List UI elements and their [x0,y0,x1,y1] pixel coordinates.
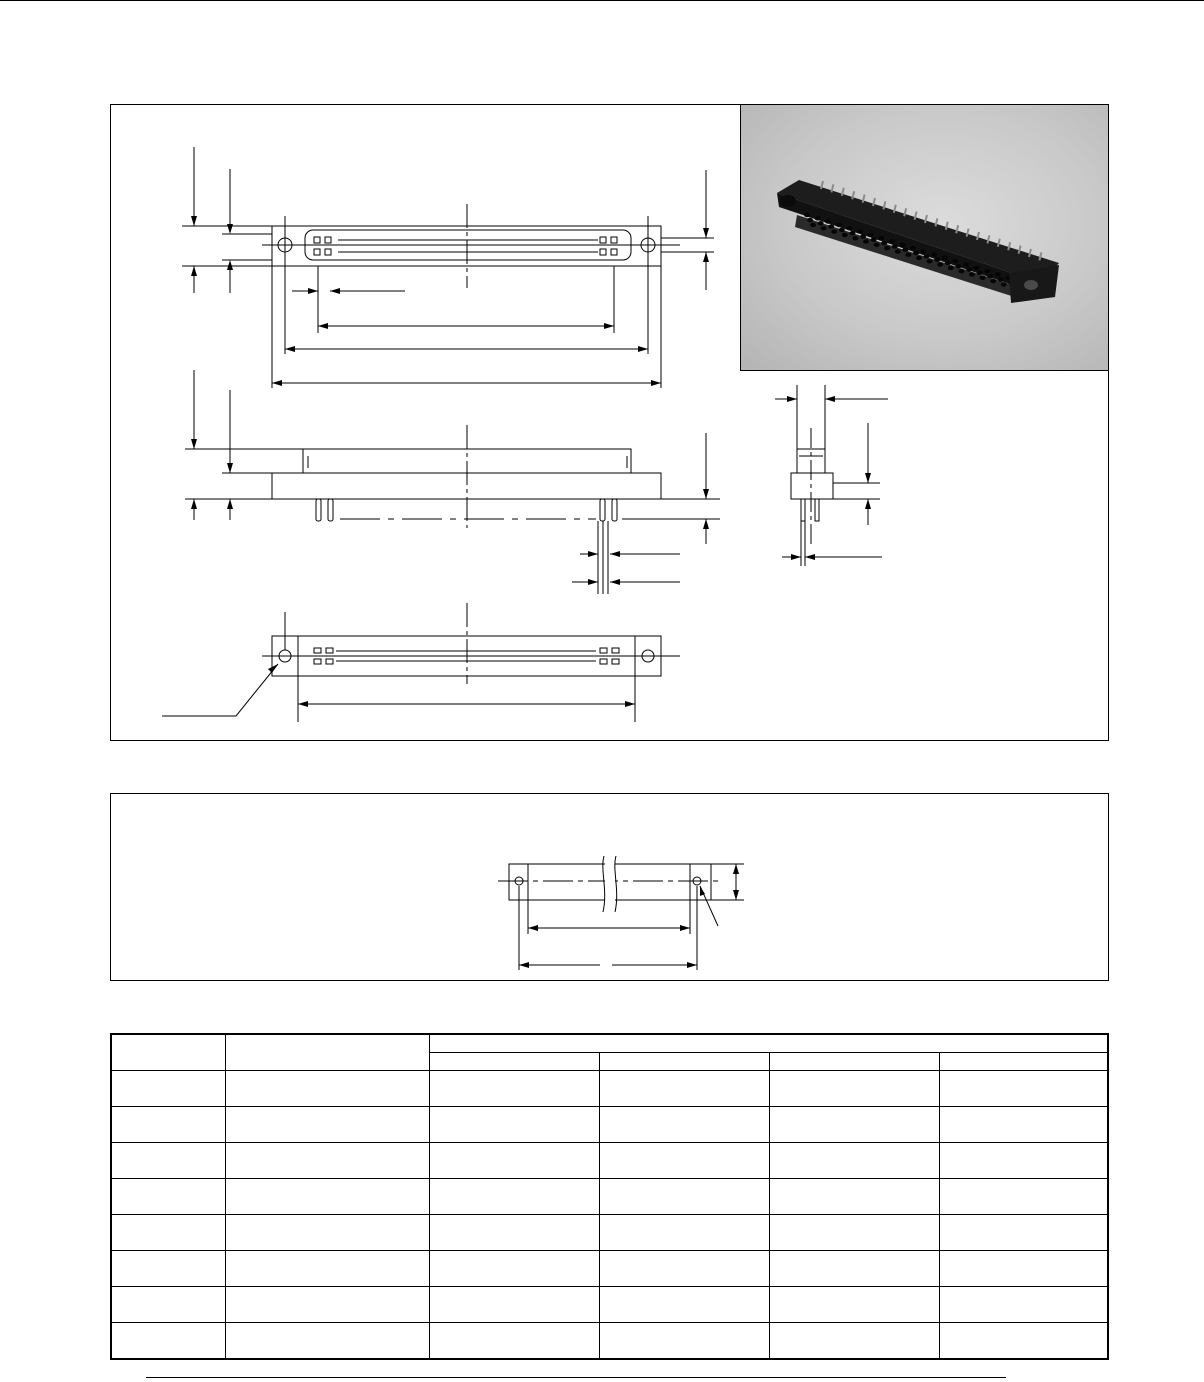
bottom-rule [146,1377,1006,1378]
connector-side-view-icon [185,370,720,594]
table-subheader-cell [429,1053,599,1071]
table-cell [225,1143,429,1179]
table-cell [939,1251,1108,1287]
spec-table [110,1033,1109,1360]
table-cell [599,1071,769,1107]
table-cell [429,1215,599,1251]
table-cell [599,1179,769,1215]
table-cell [939,1323,1108,1360]
table-row [111,1323,1108,1360]
table-cell [769,1071,939,1107]
table-row [111,1179,1108,1215]
table-cell [769,1215,939,1251]
table-cell [111,1143,225,1179]
table-header-row [111,1034,1108,1053]
connector-end-view-icon [775,385,888,566]
table-cell [769,1143,939,1179]
table-cell [111,1071,225,1107]
table-cell [225,1071,429,1107]
table-subheader-cell [939,1053,1108,1071]
table-cell [429,1143,599,1179]
table-cell [111,1215,225,1251]
table-cell [225,1323,429,1360]
table-subheader-cell [769,1053,939,1071]
table-row [111,1071,1108,1107]
table-header-cell [225,1034,429,1071]
table-cell [111,1107,225,1143]
table-cell [429,1071,599,1107]
table-cell [939,1143,1108,1179]
connector-bottom-view-icon [162,603,680,722]
table-cell [769,1251,939,1287]
table-cell [225,1251,429,1287]
table-cell [225,1287,429,1323]
table-cell [225,1215,429,1251]
table-cell [599,1251,769,1287]
panel-cutout-panel [110,793,1109,981]
table-row [111,1143,1108,1179]
table-cell [599,1215,769,1251]
table-cell [111,1251,225,1287]
table-cell [429,1179,599,1215]
table-cell [111,1287,225,1323]
table-cell [225,1179,429,1215]
table-cell [225,1107,429,1143]
table-cell [769,1107,939,1143]
table-cell [939,1215,1108,1251]
table-row [111,1107,1108,1143]
table-cell [111,1179,225,1215]
table-cell [939,1287,1108,1323]
table-row [111,1287,1108,1323]
table-cell [939,1179,1108,1215]
table-cell [429,1287,599,1323]
table-cell [429,1107,599,1143]
connector-top-view-icon [182,147,714,388]
table-cell [769,1179,939,1215]
table-subheader-cell [599,1053,769,1071]
table-cell [599,1287,769,1323]
table-row [111,1251,1108,1287]
table-cell [939,1071,1108,1107]
table-cell [599,1323,769,1360]
table-cell [769,1323,939,1360]
table-cell [429,1323,599,1360]
table-cell [429,1251,599,1287]
table-row [111,1215,1108,1251]
table-cell [599,1107,769,1143]
table-header-group-cell [429,1034,1108,1053]
table-cell [769,1287,939,1323]
table-cell [939,1107,1108,1143]
table-header-cell [111,1034,225,1071]
table-cell [111,1323,225,1360]
table-cell [599,1143,769,1179]
